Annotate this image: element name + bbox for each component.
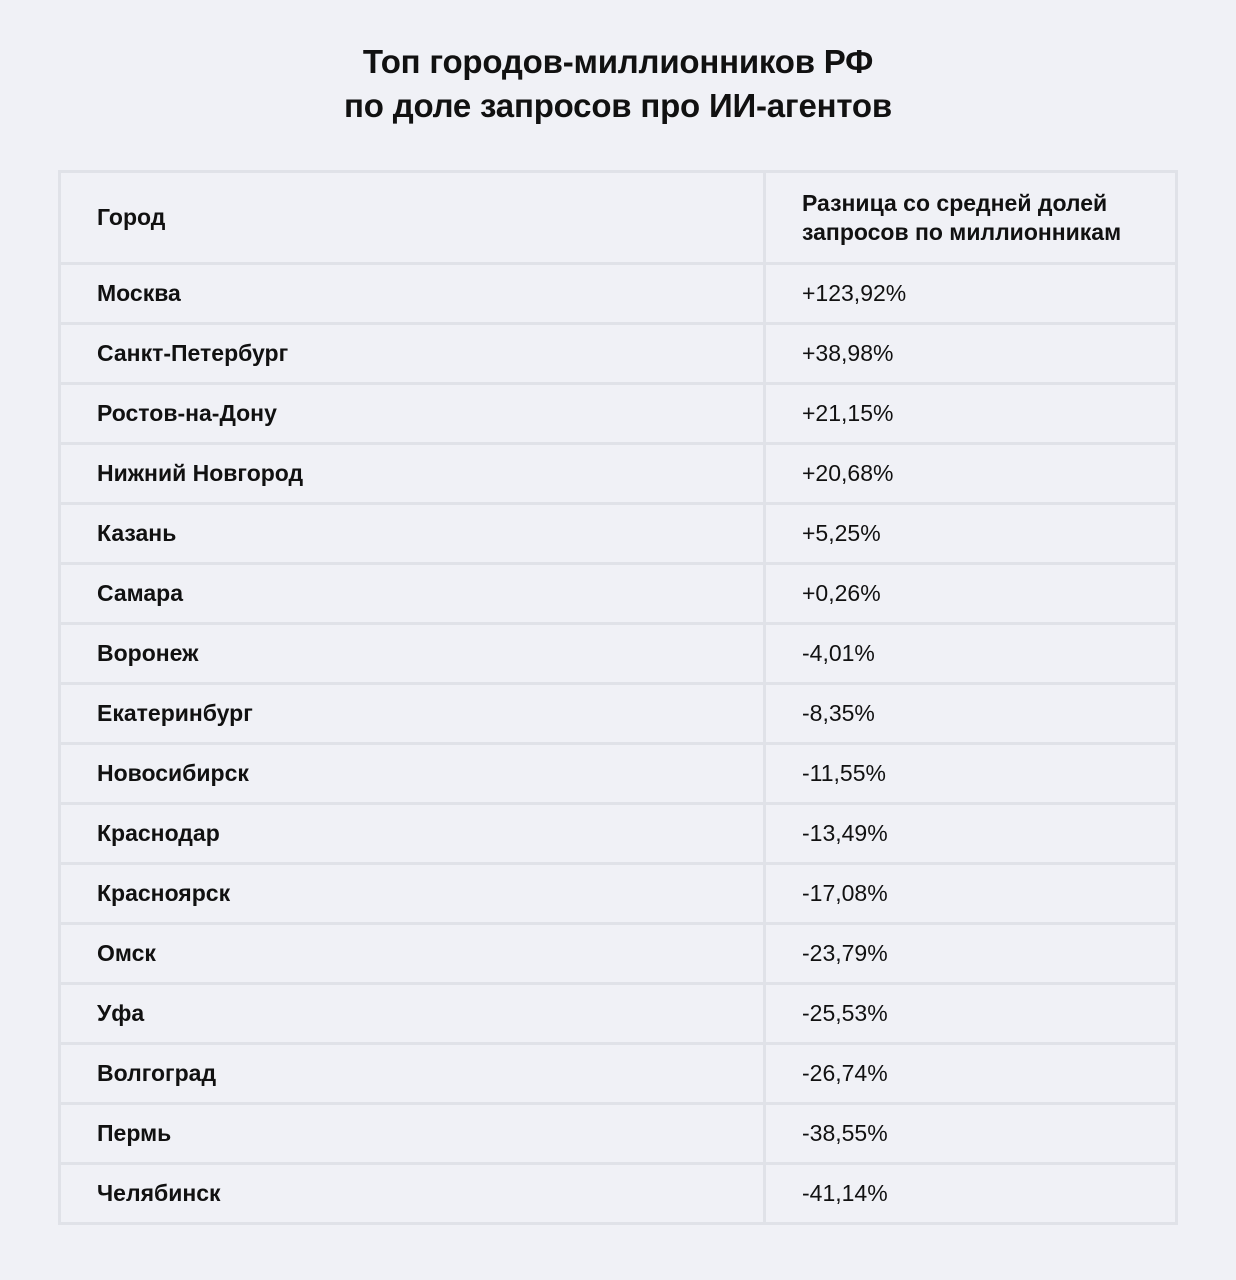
value-cell: -8,35% — [765, 684, 1177, 744]
value-cell: +38,98% — [765, 324, 1177, 384]
value-cell: -41,14% — [765, 1164, 1177, 1224]
city-cell: Санкт-Петербург — [60, 324, 765, 384]
table-row — [60, 564, 1177, 624]
city-cell: Воронеж — [60, 624, 765, 684]
city-cell: Казань — [60, 504, 765, 564]
table-row — [60, 1164, 1177, 1224]
header-city: Город — [60, 172, 765, 264]
table-row — [60, 384, 1177, 444]
table-row — [60, 1044, 1177, 1104]
city-cell: Новосибирск — [60, 744, 765, 804]
value-cell: +0,26% — [765, 564, 1177, 624]
city-cell: Волгоград — [60, 1044, 765, 1104]
city-cell: Челябинск — [60, 1164, 765, 1224]
value-cell: -23,79% — [765, 924, 1177, 984]
header-difference-label: Разница со средней долей запросов по миллионникам — [802, 189, 1122, 245]
table-row — [60, 684, 1177, 744]
data-table — [58, 170, 1178, 1225]
value-cell: -25,53% — [765, 984, 1177, 1044]
value-cell: +123,92% — [765, 264, 1177, 324]
table-row — [60, 444, 1177, 504]
city-cell: Пермь — [60, 1104, 765, 1164]
table-row — [60, 504, 1177, 564]
page-title — [0, 40, 1236, 128]
value-cell: -26,74% — [765, 1044, 1177, 1104]
value-cell: +20,68% — [765, 444, 1177, 504]
table-row — [60, 804, 1177, 864]
value-cell: +5,25% — [765, 504, 1177, 564]
table-body — [60, 264, 1177, 1224]
city-cell: Ростов-на-Дону — [60, 384, 765, 444]
city-cell: Екатеринбург — [60, 684, 765, 744]
value-cell: -38,55% — [765, 1104, 1177, 1164]
table-row — [60, 624, 1177, 684]
city-cell: Москва — [60, 264, 765, 324]
city-cell: Краснодар — [60, 804, 765, 864]
table-row — [60, 1104, 1177, 1164]
table-row — [60, 864, 1177, 924]
table-row — [60, 744, 1177, 804]
value-cell: -11,55% — [765, 744, 1177, 804]
city-cell: Омск — [60, 924, 765, 984]
city-cell: Красноярск — [60, 864, 765, 924]
table-row — [60, 924, 1177, 984]
table-row — [60, 324, 1177, 384]
title-line-2: по доле запросов про ИИ-агентов — [344, 87, 892, 124]
value-cell: -13,49% — [765, 804, 1177, 864]
value-cell: +21,15% — [765, 384, 1177, 444]
city-cell: Нижний Новгород — [60, 444, 765, 504]
header-difference — [765, 172, 1177, 264]
value-cell: -17,08% — [765, 864, 1177, 924]
title-line-1: Топ городов-миллионников РФ — [362, 43, 874, 80]
city-cell: Самара — [60, 564, 765, 624]
city-cell: Уфа — [60, 984, 765, 1044]
value-cell: -4,01% — [765, 624, 1177, 684]
table-row — [60, 984, 1177, 1044]
table-row — [60, 264, 1177, 324]
table-header-row — [60, 172, 1177, 264]
